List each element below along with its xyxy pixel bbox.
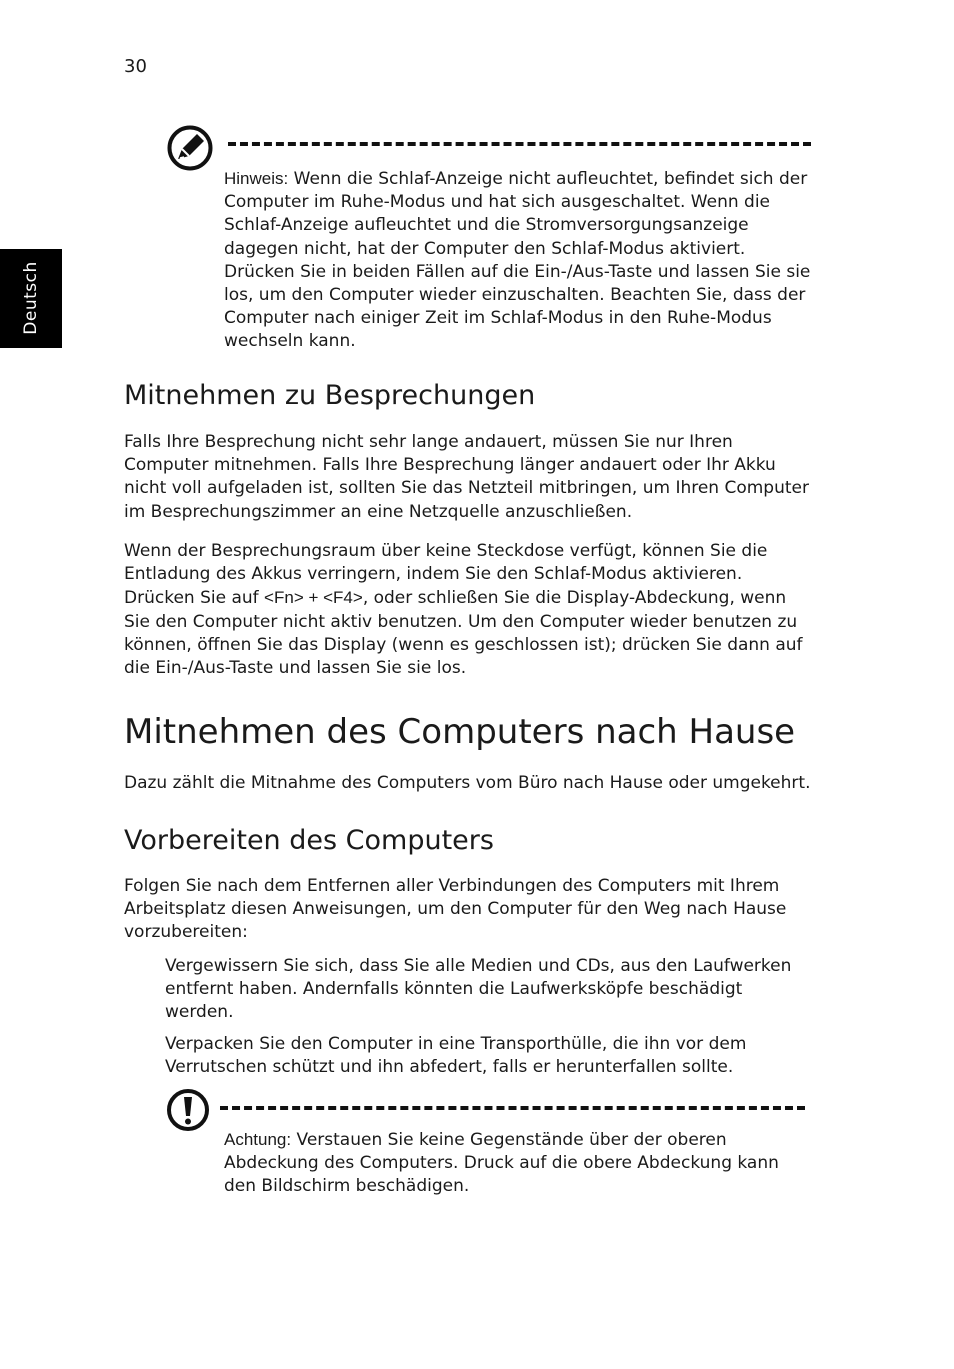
caution-box xyxy=(166,1088,811,1208)
meetings-paragraph-2-start: Wenn der Besprechungsraum über keine Steckdose verfügt, können Sie die Entladung des Akkus verringern, indem Sie den Schlaf-Modus aktivieren. Drücken Sie auf xyxy=(124,541,768,609)
caution-label: Achtung: xyxy=(224,1130,292,1149)
note-body: Wenn die Schlaf-Anzeige nicht aufleuchtet, befindet sich der Computer im Ruhe-Modus und hat sich ausgeschaltet. Wenn die Schlaf-Anzeige aufleuchtet und die Stromversorgungsanzeige dagegen nicht, hat der Computer den Schlaf-Modus aktiviert. Drücken Sie in beiden Fällen auf die Ein-/Aus-Taste und lassen Sie sie los, um den Computer wieder einzuschalten. Beachten Sie, dass der Computer nach einiger Zeit im Schlaf-Modus in den Ruhe-Modus wechseln kann. xyxy=(224,169,811,352)
section-heading-preparing: Vorbereiten des Computers xyxy=(124,825,494,856)
note-text xyxy=(224,167,811,354)
language-tab xyxy=(0,249,62,348)
page-number: 30 xyxy=(124,56,147,77)
list-item: Verpacken Sie den Computer in eine Transporthülle, die ihn vor dem Verrutschen schützt und ihn abfedert, falls er herunterfallen sollte. xyxy=(165,1034,747,1078)
section-heading-meetings: Mitnehmen zu Besprechungen xyxy=(124,380,536,411)
meetings-paragraph-1: Falls Ihre Besprechung nicht sehr lange andauert, müssen Sie nur Ihren Computer mitnehmen. Falls Ihre Besprechung länger andauert oder Ihr Akku nicht voll aufgeladen ist, sollten Sie das Netzteil mitbringen, um Ihren Computer im Besprechungszimmer an eine Netzquelle anzuschließen. xyxy=(124,432,809,522)
chapter-intro: Dazu zählt die Mitnahme des Computers vom Büro nach Hause oder umgekehrt. xyxy=(124,773,811,793)
note-pencil-icon xyxy=(166,124,214,172)
caution-text xyxy=(224,1128,811,1199)
meetings-paragraph-2-end: , oder schließen Sie die Display-Abdeckung, wenn Sie den Computer nicht aktiv benutzen. Um den Computer wieder benutzen zu können, öffnen Sie das Display (wenn es geschlossen ist); drücken Sie dann auf die Ein-/Aus-Taste und lassen Sie sie los. xyxy=(124,588,803,679)
caution-divider xyxy=(220,1106,805,1110)
note-box xyxy=(166,124,811,354)
note-label: Hinweis: xyxy=(224,169,289,188)
note-divider xyxy=(228,142,811,146)
chapter-heading: Mitnehmen des Computers nach Hause xyxy=(124,712,796,752)
preparing-intro: Folgen Sie nach dem Entfernen aller Verbindungen des Computers mit Ihrem Arbeitsplatz diesen Anweisungen, um den Computer für den Weg nach Hause vorzubereiten: xyxy=(124,876,787,943)
meetings-paragraph-2 xyxy=(124,540,814,680)
key-combination: <Fn> + <F4> xyxy=(264,588,363,608)
language-tab-label: Deutsch xyxy=(21,261,41,335)
exclamation-icon xyxy=(166,1088,210,1132)
list-item: Vergewissern Sie sich, dass Sie alle Medien und CDs, aus den Laufwerken entfernt haben. Andernfalls könnten die Laufwerksköpfe beschädigt werden. xyxy=(165,956,792,1023)
caution-body: Verstauen Sie keine Gegenstände über der oberen Abdeckung des Computers. Druck auf die obere Abdeckung kann den Bildschirm beschädigen. xyxy=(224,1130,779,1197)
